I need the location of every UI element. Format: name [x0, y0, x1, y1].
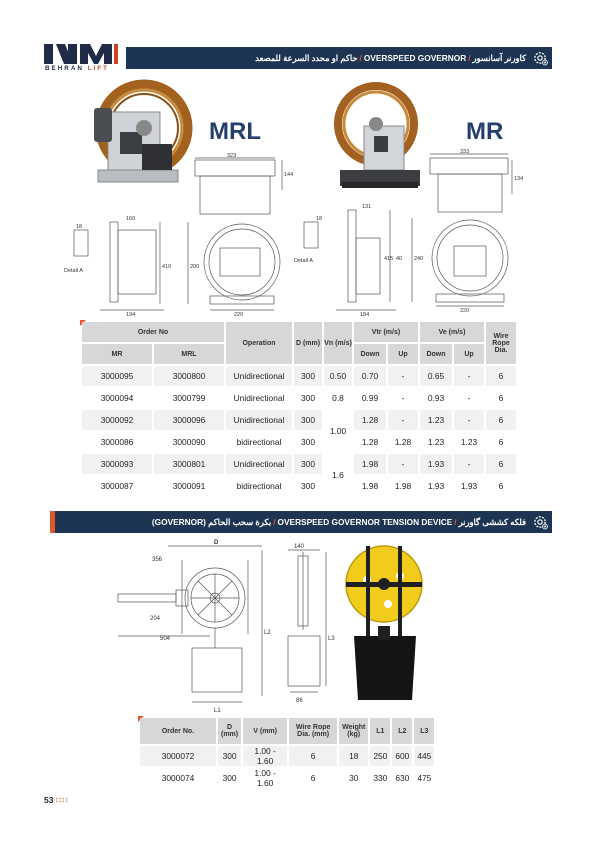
table-row	[82, 454, 516, 474]
cell-vn-merged: 1.6	[324, 454, 352, 496]
dim-356: 356	[152, 557, 163, 563]
cell-wire: 6	[486, 366, 516, 386]
brand-logo	[44, 44, 118, 74]
table-row	[82, 476, 516, 496]
cell-vtr-up: -	[388, 366, 418, 386]
dim-410: 410	[162, 264, 172, 270]
slash-divider: /	[273, 517, 276, 527]
slash-divider: /	[468, 53, 471, 63]
table-row	[82, 410, 516, 430]
table-row	[140, 768, 434, 788]
cell-d: 300	[218, 746, 241, 766]
cell-ve-up: 1.23	[454, 432, 484, 452]
header-l3: L3	[414, 718, 434, 744]
cell-mrl: 3000090	[154, 432, 224, 452]
header-order-no: Order No	[82, 322, 224, 342]
page-number: 53 ∷∷	[44, 795, 69, 805]
dim-d: D	[214, 540, 219, 546]
header-v: V (mm)	[243, 718, 287, 744]
cell-l2: 600	[392, 746, 412, 766]
cell-wire: 6	[486, 432, 516, 452]
dim-200: 200	[190, 264, 200, 270]
header-d: D (mm)	[294, 322, 322, 364]
dim-134: 134	[514, 176, 524, 182]
cell-d: 300	[294, 476, 322, 496]
dim-l1: L1	[214, 708, 221, 714]
cell-d: 300	[294, 388, 322, 408]
header-d: D (mm)	[218, 718, 241, 744]
cell-l3: 475	[414, 768, 434, 788]
model-label-mr: MR	[466, 118, 504, 145]
cell-mr: 3000092	[82, 410, 152, 430]
section-banner-tension-device	[50, 511, 552, 533]
header-vtr-up: Up	[388, 344, 418, 364]
cell-weight: 18	[339, 746, 368, 766]
cell-order: 3000074	[140, 768, 216, 788]
tension-device-side-drawing	[280, 540, 338, 710]
cell-vtr-up: -	[388, 454, 418, 474]
model-label-mrl: MRL	[209, 118, 261, 145]
cell-mrl: 3000801	[154, 454, 224, 474]
table-row	[82, 388, 516, 408]
cell-order: 3000072	[140, 746, 216, 766]
cell-vtr-up: -	[388, 410, 418, 430]
gear-icon	[532, 514, 548, 530]
cell-mrl: 3000096	[154, 410, 224, 430]
cell-d: 300	[294, 366, 322, 386]
cell-ve-down: 1.93	[420, 454, 452, 474]
dim-131: 131	[362, 204, 372, 210]
dim-160: 160	[126, 216, 136, 222]
cell-mr: 3000086	[82, 432, 152, 452]
cell-mrl: 3000799	[154, 388, 224, 408]
cell-ve-down: 0.65	[420, 366, 452, 386]
mr-technical-drawing	[290, 149, 524, 318]
table-row	[82, 366, 516, 386]
detail-a-label: Detail A	[64, 268, 83, 274]
cell-v: 1.00 - 1.60	[243, 746, 287, 766]
dim-86: 86	[296, 698, 303, 704]
cell-l3: 445	[414, 746, 434, 766]
cell-operation: Unidirectional	[226, 388, 292, 408]
banner-accent	[50, 511, 55, 533]
dim-415: 415	[384, 256, 394, 262]
cell-vtr-up: -	[388, 388, 418, 408]
cell-vtr-up: 1.98	[388, 476, 418, 496]
dim-18: 18	[76, 224, 83, 230]
dim-323: 323	[227, 153, 237, 159]
dim-144: 144	[284, 172, 294, 178]
cell-vtr-down: 0.99	[354, 388, 386, 408]
cell-wire: 6	[486, 410, 516, 430]
cell-operation: Unidirectional	[226, 454, 292, 474]
dim-220: 220	[234, 312, 244, 318]
cell-vn: 0.50	[324, 366, 352, 386]
cell-mr: 3000093	[82, 454, 152, 474]
dim-140: 140	[294, 544, 305, 550]
header-wire: Wire Rope Dia. (mm)	[289, 718, 337, 744]
tension-device-photo	[340, 540, 430, 710]
cell-l1: 330	[370, 768, 390, 788]
cell-ve-up: -	[454, 388, 484, 408]
slash-divider: /	[359, 53, 362, 63]
cell-mr: 3000095	[82, 366, 152, 386]
governor-spec-table	[80, 320, 518, 498]
cell-ve-down: 1.93	[420, 476, 452, 496]
dim-220: 220	[460, 308, 470, 314]
cell-weight: 30	[339, 768, 368, 788]
banner-title-fa: فلکه کششی گاورنر	[458, 517, 526, 527]
cell-d: 300	[294, 410, 322, 430]
header-wire: Wire Rope Dia.	[486, 322, 516, 364]
cell-d: 300	[294, 432, 322, 452]
cell-ve-down: 0.93	[420, 388, 452, 408]
logo-mark-icon	[44, 44, 118, 64]
cell-ve-down: 1.23	[420, 410, 452, 430]
dim-l3: L3	[328, 636, 335, 642]
banner-title-ar: بكرة سحب الحاكم	[208, 517, 272, 527]
cell-operation: Unidirectional	[226, 410, 292, 430]
cell-ve-down: 1.23	[420, 432, 452, 452]
cell-vn-merged: 1.00	[324, 410, 352, 452]
cell-vn: 0.8	[324, 388, 352, 408]
header-vtr: Vtr (m/s)	[354, 322, 418, 342]
cell-mrl: 3000091	[154, 476, 224, 496]
header-ve: Ve (m/s)	[420, 322, 484, 342]
header-order-no: Order No.	[140, 718, 216, 744]
header-l1: L1	[370, 718, 390, 744]
cell-vtr-down: 1.28	[354, 432, 386, 452]
banner-title-en: OVERSPEED GOVERNOR	[363, 53, 467, 63]
cell-l2: 630	[392, 768, 412, 788]
header-ve-down: Down	[420, 344, 452, 364]
cell-ve-up: -	[454, 410, 484, 430]
cell-vtr-down: 1.28	[354, 410, 386, 430]
table-row	[140, 746, 434, 766]
table-row	[82, 432, 516, 452]
slash-divider: /	[454, 517, 457, 527]
header-ve-up: Up	[454, 344, 484, 364]
cell-vtr-up: 1.28	[388, 432, 418, 452]
cell-operation: Unidirectional	[226, 366, 292, 386]
cell-operation: bidirectional	[226, 432, 292, 452]
dim-504: 504	[160, 636, 171, 642]
dim-204: 204	[150, 616, 161, 622]
cell-ve-up: -	[454, 366, 484, 386]
cell-mr: 3000087	[82, 476, 152, 496]
banner-title-ar: حاكم او محدد السرعة للمصعد	[255, 53, 358, 63]
cell-vtr-down: 1.98	[354, 454, 386, 474]
tension-device-spec-table	[138, 716, 436, 790]
banner-tail: (GOVERNOR)	[151, 517, 206, 527]
tension-device-front-drawing	[110, 536, 272, 714]
dim-194: 194	[126, 312, 136, 318]
banner-title-en: OVERSPEED GOVERNOR TENSION DEVICE	[277, 517, 453, 527]
logo-text: BEHRAN LIFT	[45, 65, 109, 72]
header-l2: L2	[392, 718, 412, 744]
header-mrl: MRL	[154, 344, 224, 364]
cell-wire: 6	[486, 476, 516, 496]
cell-operation: bidirectional	[226, 476, 292, 496]
cell-wire: 6	[486, 454, 516, 474]
dim-40: 40	[396, 256, 403, 262]
mrl-technical-drawing	[60, 150, 305, 318]
detail-a-label: Detail A	[294, 258, 313, 264]
header-weight: Weight (kg)	[339, 718, 368, 744]
cell-d: 300	[218, 768, 241, 788]
cell-vtr-down: 1.98	[354, 476, 386, 496]
cell-mr: 3000094	[82, 388, 152, 408]
page-dots-icon: ∷∷	[55, 795, 69, 805]
cell-wire: 6	[289, 746, 337, 766]
dim-333: 333	[460, 149, 470, 155]
cell-vtr-down: 0.70	[354, 366, 386, 386]
dim-18: 18	[316, 216, 323, 222]
header-vtr-down: Down	[354, 344, 386, 364]
cell-mrl: 3000800	[154, 366, 224, 386]
cell-l1: 250	[370, 746, 390, 766]
cell-wire: 6	[486, 388, 516, 408]
banner-title-fa: کاورنر آسانسور	[472, 53, 526, 63]
cell-ve-up: -	[454, 454, 484, 474]
cell-wire: 6	[289, 768, 337, 788]
header-mr: MR	[82, 344, 152, 364]
dim-184: 184	[360, 312, 370, 318]
header-vn: Vn (m/s)	[324, 322, 352, 364]
cell-v: 1.00 - 1.60	[243, 768, 287, 788]
cell-ve-up: 1.93	[454, 476, 484, 496]
header-operation: Operation	[226, 322, 292, 364]
gear-icon	[532, 50, 548, 66]
section-banner-governor	[126, 47, 552, 69]
dim-240: 240	[414, 256, 424, 262]
cell-d: 300	[294, 454, 322, 474]
dim-l2: L2	[264, 630, 271, 636]
